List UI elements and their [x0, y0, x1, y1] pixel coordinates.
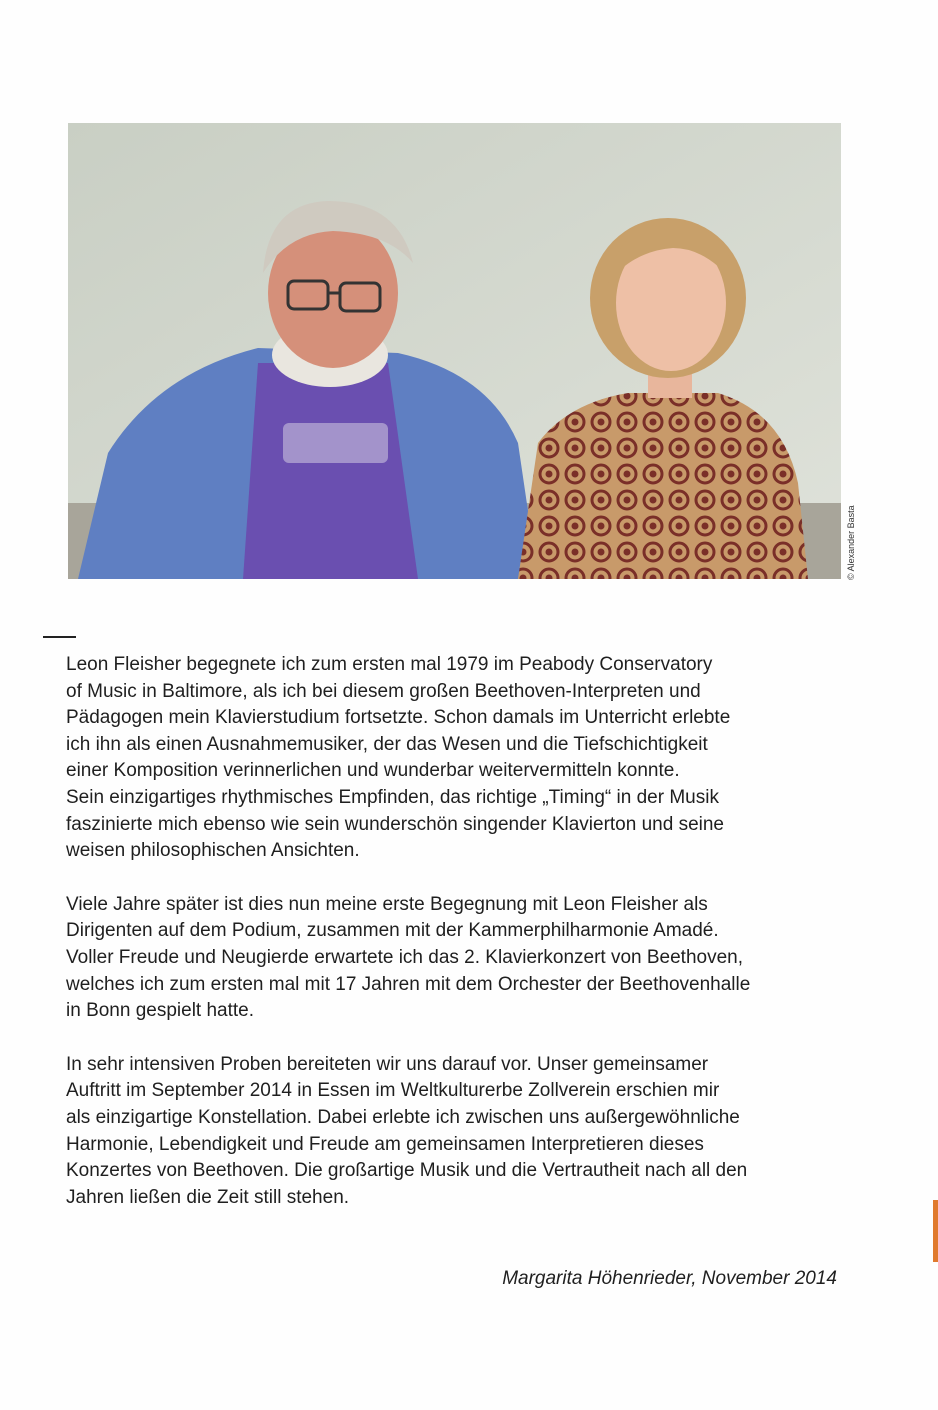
paragraph-2 [66, 892, 846, 1025]
text-line: einer Komposition verinnerlichen und wunderbar weitervermitteln konnte. [66, 760, 680, 782]
text-line: welches ich zum ersten mal mit 17 Jahren mit dem Orchester der Beethovenhalle [66, 973, 751, 995]
portrait-photo [68, 123, 841, 579]
text-line: Dirigenten auf dem Podium, zusammen mit der Kammerphilharmonie Amadé. [66, 920, 719, 942]
section-divider [43, 636, 76, 638]
text-line: Jahren ließen die Zeit still stehen. [66, 1186, 350, 1208]
photo-credit: © Alexander Basta [846, 505, 856, 580]
text-line: als einzigartige Konstellation. Dabei erlebte ich zwischen uns außergewöhnliche [66, 1106, 740, 1128]
text-line: Harmonie, Lebendigkeit und Freude am gemeinsamen Interpretieren dieses [66, 1133, 704, 1155]
text-line: Pädagogen mein Klavierstudium fortsetzte. Schon damals im Unterricht erlebte [66, 707, 731, 729]
text-line: of Music in Baltimore, als ich bei diesem großen Beethoven-Interpreten und [66, 680, 701, 702]
text-line: Konzertes von Beethoven. Die großartige Musik und die Vertrautheit nach all den [66, 1160, 748, 1182]
paragraph-3 [66, 1052, 846, 1212]
text-line: weisen philosophischen Ansichten. [66, 840, 360, 862]
text-line: Sein einzigartiges rhythmisches Empfinden, das richtige „Timing“ in der Musik [66, 786, 719, 808]
article-body [66, 652, 846, 1238]
text-line: Voller Freude und Neugierde erwartete ich das 2. Klavierkonzert von Beethoven, [66, 946, 744, 968]
page-edge-mark [933, 1200, 938, 1262]
text-line: Viele Jahre später ist dies nun meine erste Begegnung mit Leon Fleisher als [66, 893, 708, 915]
paragraph-1 [66, 652, 846, 865]
author-signature: Margarita Höhenrieder, November 2014 [502, 1268, 837, 1289]
text-line: In sehr intensiven Proben bereiteten wir uns darauf vor. Unser gemeinsamer [66, 1053, 709, 1075]
text-line: Leon Fleisher begegnete ich zum ersten mal 1979 im Peabody Conservatory [66, 654, 713, 675]
text-line: Auftritt im September 2014 in Essen im Weltkulturerbe Zollverein erschien mir [66, 1080, 720, 1102]
text-line: ich ihn als einen Ausnahmemusiker, der das Wesen und die Tiefschichtigkeit [66, 733, 708, 755]
text-line: in Bonn gespielt hatte. [66, 1000, 255, 1022]
text-line: faszinierte mich ebenso wie sein wunderschön singender Klavierton und seine [66, 813, 724, 835]
